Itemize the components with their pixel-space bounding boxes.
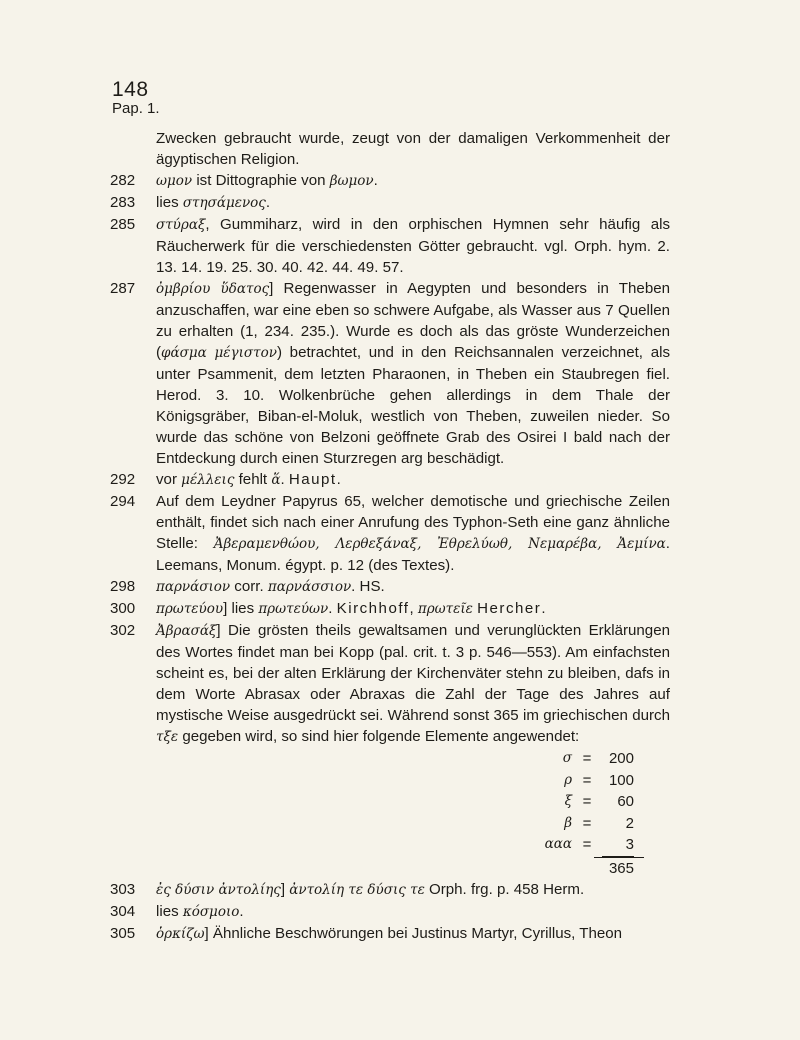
note-text: ὀμβρίου ὕδατος] Regenwasser in Aegypten und besonders in Theben anzuschaffen, war eine eben so schwere Aufgabe, als Wasser aus 7 Quellen zu erhalten (1, 234. 235.). Wurde es doch als das gröste Wunderzeichen (φάσμα μέγιστον) betrachtet, und in den Reichsannalen verzeichnet, als unter Psammenit, dem letzten Pharaonen, in Theben ein Staubregen fiel. Herod. 3. 10. Wolkenbrüche gehen allerdings in dem Thale der Königsgräber, Biban-el-Moluk, westlich von Theben, zuweilen nieder. So wurde das schöne von Belzoni geöffnete Grab des Osirei I bald nach der Entdeckung durch einen Sturzregen arg beschädigt. — [156, 280, 670, 467]
note-text: παρνάσιον corr. παρνάσσιον. HS. — [156, 578, 385, 595]
calc-row — [536, 791, 666, 813]
note-line-number: 304 — [110, 903, 136, 920]
note-entry — [110, 278, 670, 469]
note-text: πρωτεύου] lies πρωτεύων. Kirchhoff, πρωτεῖε Hercher. — [156, 600, 546, 617]
note-text: στύραξ, Gummiharz, wird in den orphischen Hymnen sehr häufig als Räucherwerk für die verschiedensten Götter gebraucht. vgl. Orph. hym. 2. 13. 14. 19. 25. 30. 40. 42. 44. 49. 57. — [156, 216, 670, 276]
note-line-number: 294 — [110, 493, 136, 510]
calc-symbol: σ — [562, 750, 572, 766]
calc-row — [536, 834, 666, 857]
note-line-number: 282 — [110, 172, 136, 189]
note-entry — [110, 879, 670, 901]
page-number: 148 — [112, 78, 149, 101]
notes-list-after — [110, 879, 670, 945]
note-entry — [110, 214, 670, 278]
note-entry — [110, 491, 670, 576]
notes-list — [110, 128, 670, 748]
calc-value: 3 — [602, 834, 634, 857]
note-entry — [110, 469, 670, 491]
note-text: ἐς δύσιν ἀντολίης] ἀντολίη τε δύσις τε Orph. frg. p. 458 Herm. — [156, 881, 585, 898]
calc-row — [536, 813, 666, 835]
calc-symbol: β — [564, 814, 572, 831]
note-entry — [110, 576, 670, 598]
note-text: ὁρκίζω] Ähnliche Beschwörungen bei Justinus Martyr, Cyrillus, Theon — [156, 925, 623, 942]
note-text: vor μέλλεις fehlt ἅ. Haupt. — [156, 471, 341, 488]
equals-sign: = — [582, 750, 592, 767]
equals-sign: = — [582, 836, 592, 853]
calc-symbol: ρ — [564, 771, 572, 788]
note-line-number: 305 — [110, 925, 136, 942]
calc-value: 60 — [617, 793, 634, 810]
calc-symbol: ξ — [564, 793, 572, 809]
note-text: Ἀβρασάξ] Die grösten theils gewaltsamen und verunglückten Erklärungen des Wortes findet man bei Kopp (pal. crit. t. 3 p. 546—553). Am einfachsten scheint es, bei der alten Erklärung der Kirchenväter stehn zu bleiben, dafs in dem Worte Abrasax oder Abraxas die Zahl der Tage des Jahres auf mystische Weise ausgedrückt sei. Während sonst 365 im griechischen durch τξε gegeben wird, so sind hier folgende Elemente angewendet: — [156, 622, 670, 745]
note-line-number: 298 — [110, 578, 136, 595]
note-line-number: 283 — [110, 194, 136, 211]
note-line-number: 300 — [110, 600, 136, 617]
notes-body — [110, 128, 670, 945]
note-text: lies κόσμοιο. — [156, 903, 244, 920]
calc-value: 200 — [608, 750, 634, 767]
note-text: Auf dem Leydner Papyrus 65, welcher demotische und griechische Zeilen enthält, findet sich nach einer Anrufung des Typhon-Seth eine ganz ähnliche Stelle: Ἀβεραμενθώου, Λερθεξάναξ, Ἐθρελύωθ, Νεμαρέβα, Ἀεμίνα. Leemans, Monum. égypt. p. 12 (des Textes). — [156, 493, 670, 574]
note-text: ωμον ist Dittographie von βωμον. — [156, 172, 378, 189]
chapter-label: Pap. 1. — [112, 100, 160, 117]
equals-sign: = — [582, 771, 592, 789]
calc-value: 100 — [608, 771, 634, 789]
note-line-number: 303 — [110, 881, 136, 898]
note-entry — [110, 923, 670, 945]
note-entry — [110, 901, 670, 923]
note-line-number — [110, 128, 156, 170]
calc-row — [536, 770, 666, 792]
note-entry — [110, 192, 670, 214]
note-line-number: 292 — [110, 471, 136, 488]
numerical-calculation — [536, 748, 666, 879]
equals-sign: = — [582, 793, 592, 810]
calc-symbol: ααα — [544, 836, 572, 852]
note-entry — [110, 128, 670, 170]
calc-total-value: 365 — [594, 857, 644, 880]
calc-total — [536, 857, 666, 880]
note-line-number: 302 — [110, 622, 136, 639]
calc-row — [536, 748, 666, 770]
calc-value: 2 — [625, 814, 634, 832]
note-line-number: 285 — [110, 216, 136, 233]
note-text: Zwecken gebraucht wurde, zeugt von der damaligen Verkommenheit der ägyptischen Religion. — [156, 130, 670, 168]
note-entry — [110, 598, 670, 620]
equals-sign: = — [582, 814, 592, 832]
note-line-number: 287 — [110, 280, 136, 297]
note-text: lies στησάμενος. — [156, 194, 271, 211]
note-entry — [110, 170, 670, 192]
note-entry — [110, 620, 670, 748]
